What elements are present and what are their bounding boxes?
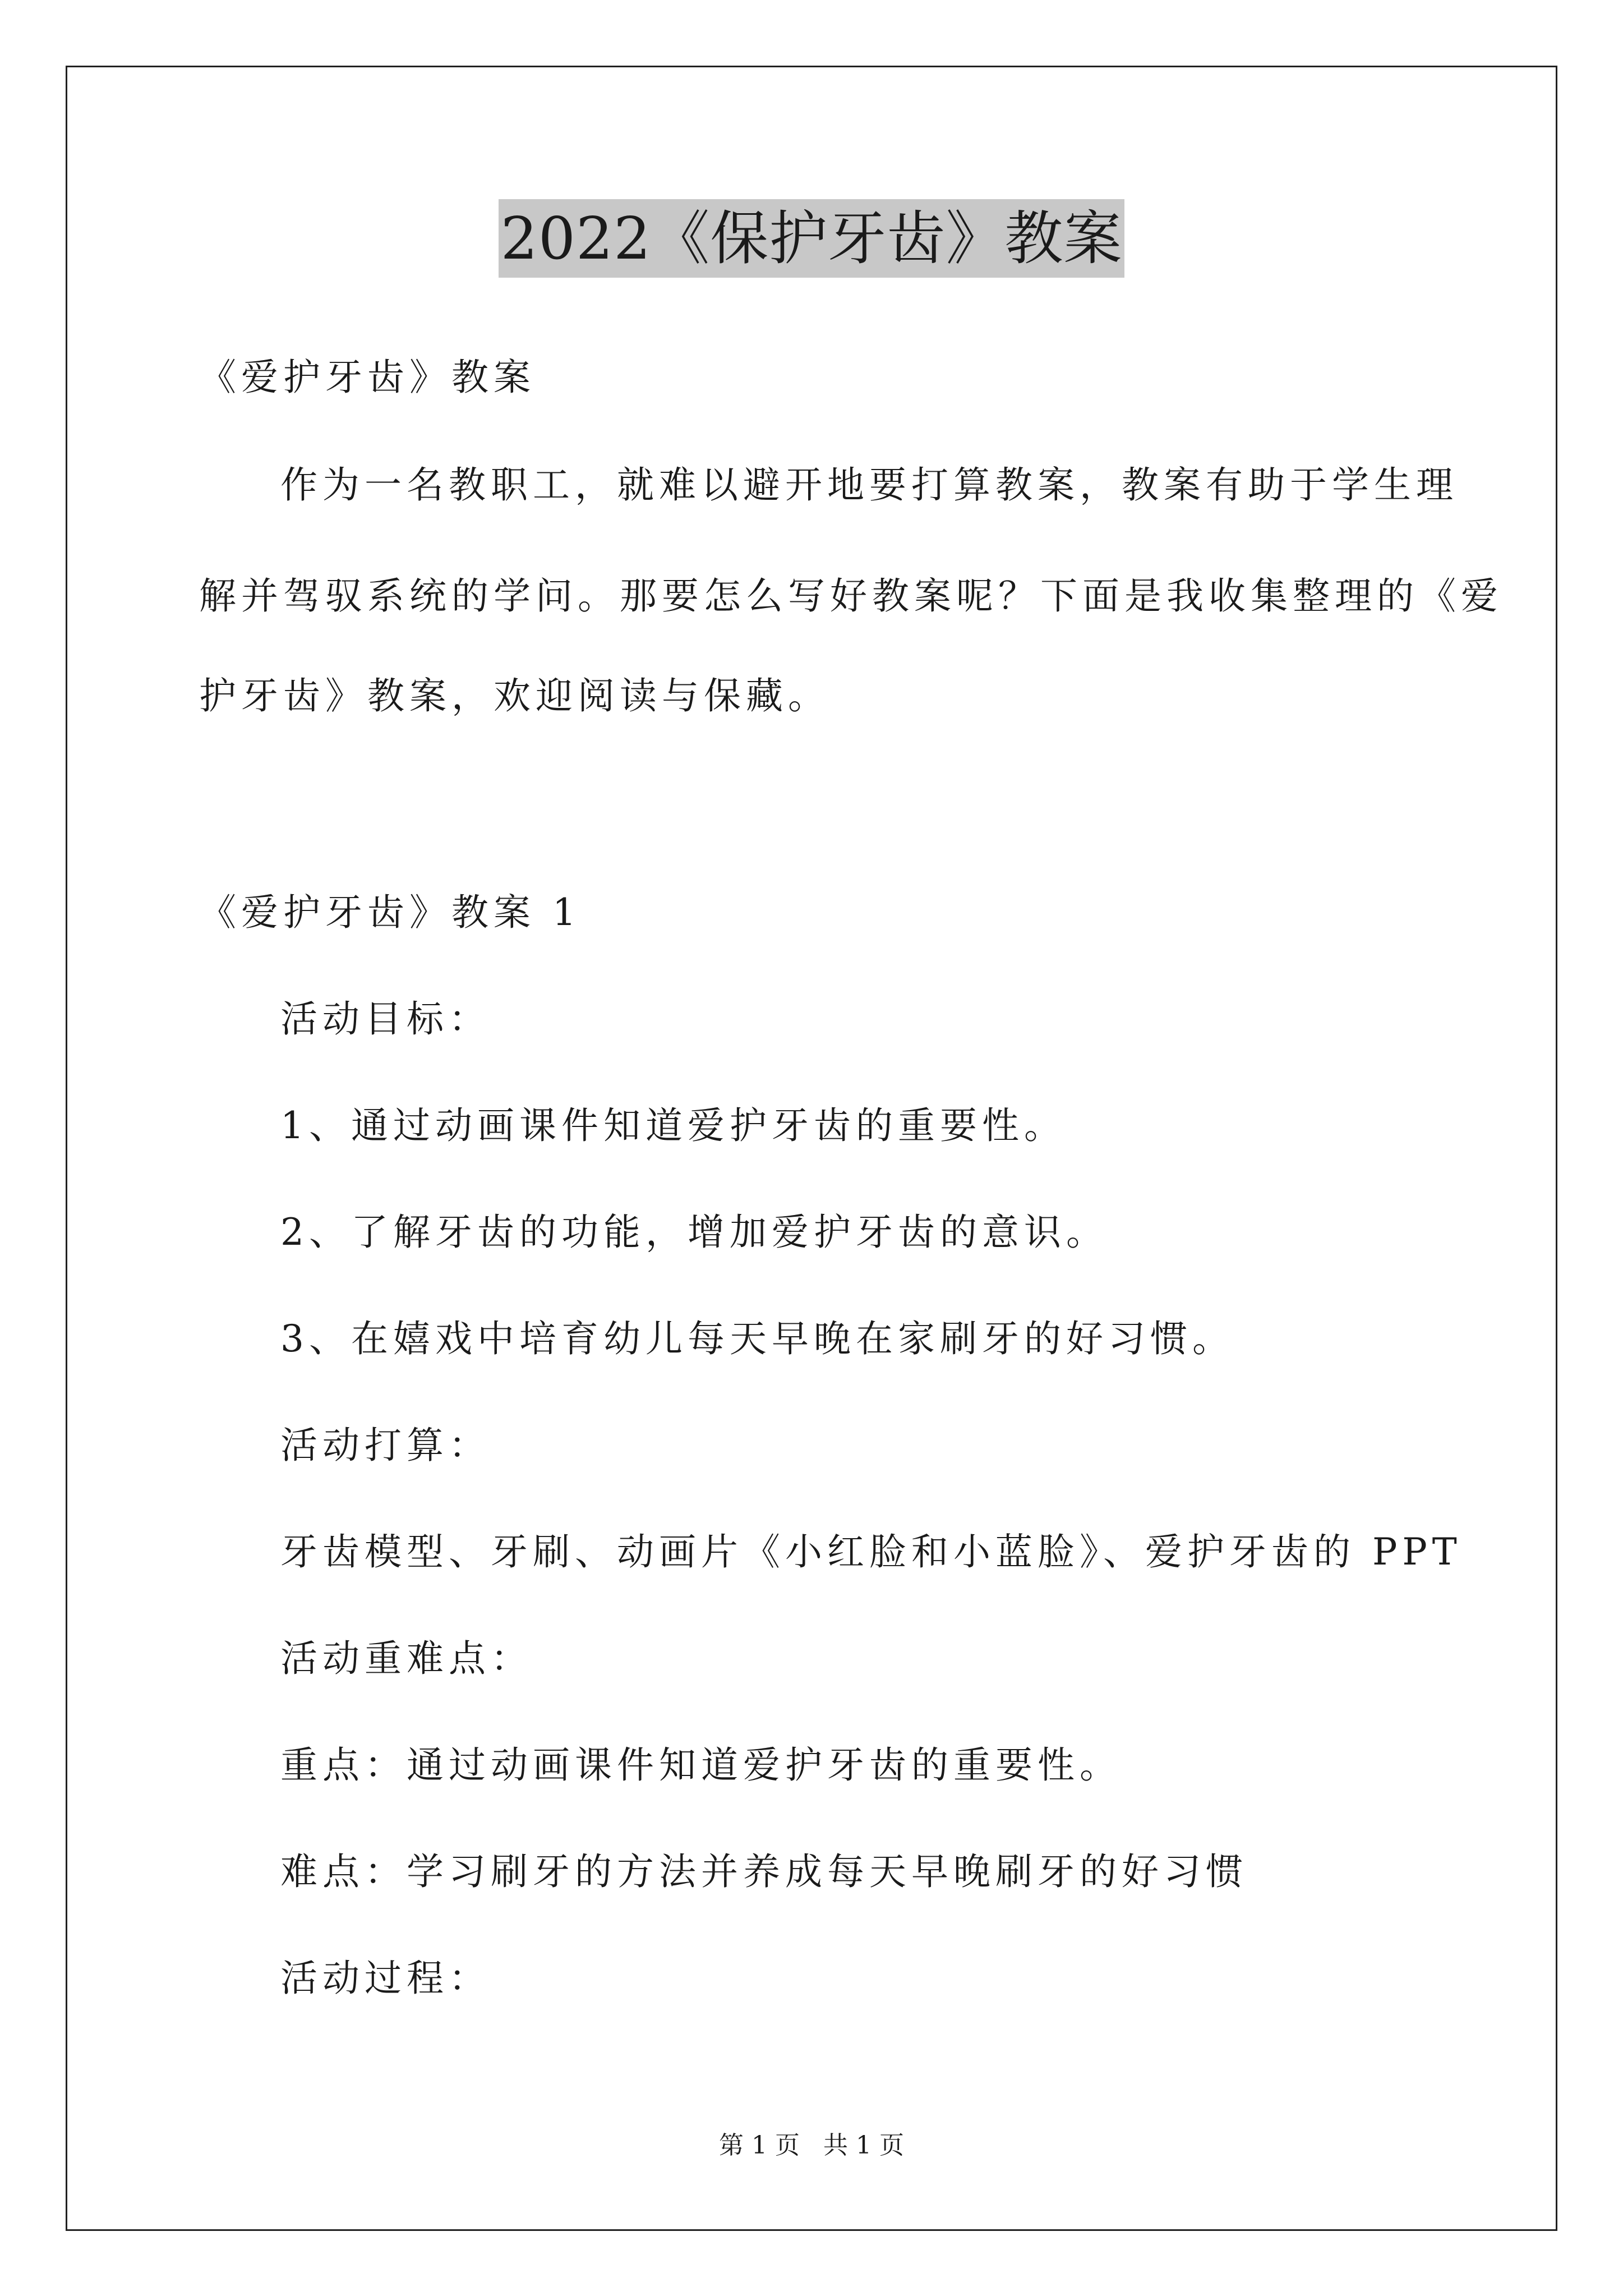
difficult-point: 难点：学习刷牙的方法并养成每天早晚刷牙的好习惯 [280, 1850, 1248, 1893]
title-container [0, 199, 1623, 278]
subtitle: 《爱护牙齿》教案 [199, 356, 536, 399]
process-label: 活动过程： [280, 1957, 491, 2000]
page-footer: 第 1 页 共 1 页 [719, 2131, 904, 2160]
goal-item: 2、了解牙齿的功能，增加爱护牙齿的意识。 [280, 1211, 1108, 1254]
goals-label: 活动目标： [280, 997, 491, 1041]
key-point: 重点：通过动画课件知道爱护牙齿的重要性。 [280, 1743, 1122, 1787]
intro-line-2: 解并驾驭系统的学问。那要怎么写好教案呢？下面是我收集整理的《爱 [199, 574, 1503, 618]
prep-label: 活动打算： [280, 1424, 491, 1467]
key-label: 活动重难点： [280, 1637, 533, 1680]
goal-item: 3、在嬉戏中培育幼儿每天早晚在家刷牙的好习惯。 [280, 1317, 1234, 1360]
intro-line-1: 作为一名教职工，就难以避开地要打算教案，教案有助于学生理 [280, 463, 1458, 507]
prep-items: 牙齿模型、牙刷、动画片《小红脸和小蓝脸》、爱护牙齿的 PPT [280, 1530, 1462, 1573]
document-title: 2022《保护牙齿》教案 [499, 199, 1125, 278]
intro-line-3: 护牙齿》教案，欢迎阅读与保藏。 [199, 674, 830, 717]
section-heading: 《爱护牙齿》教案 1 [199, 891, 581, 934]
goal-item: 1、通过动画课件知道爱护牙齿的重要性。 [280, 1104, 1066, 1147]
